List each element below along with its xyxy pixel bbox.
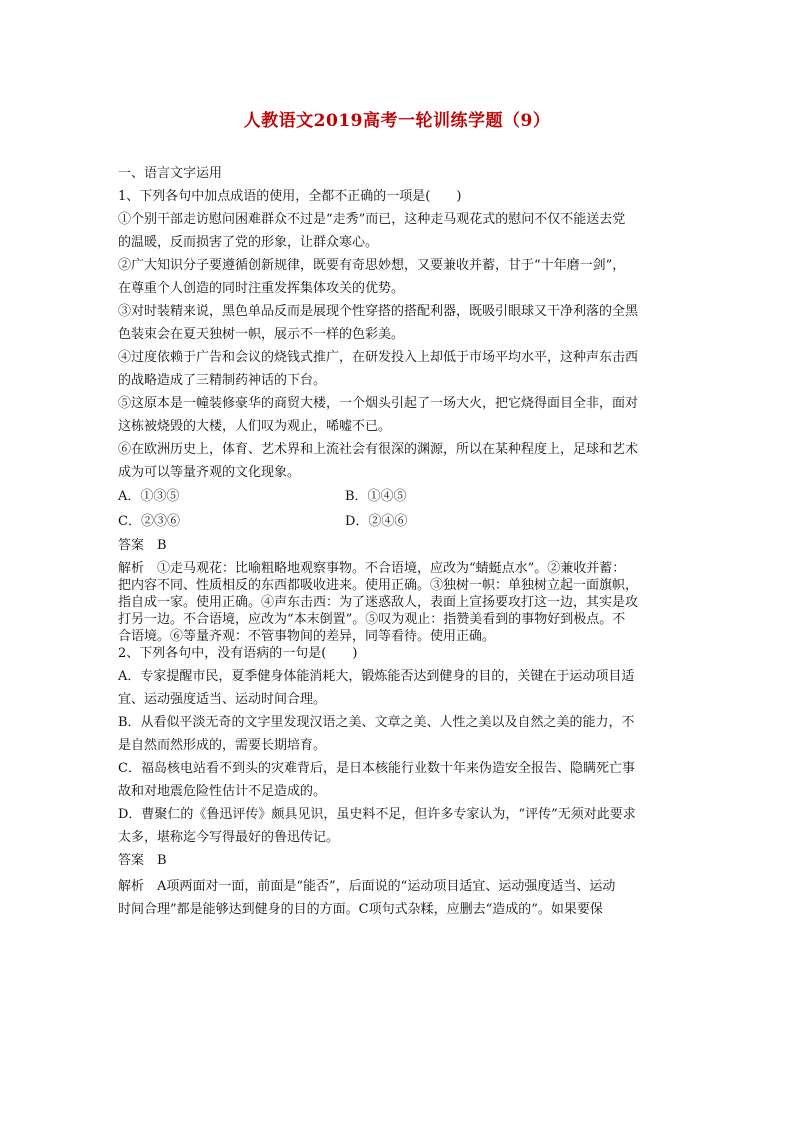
analysis-line: 合语境。⑥等量齐观：不管事物间的差异，同等看待。使用正确。 bbox=[118, 629, 496, 644]
analysis-line: 解析 ①走马观花：比喻粗略地观察事物。不合语境，应改为“蜻蜓点水”。②兼收并蓄： bbox=[118, 561, 626, 576]
question-1-answer: 答案 B bbox=[118, 538, 167, 553]
text-line: 故和对地震危险性估计不足造成的。 bbox=[118, 784, 327, 799]
text-line: ⑤这原本是一幢装修豪华的商贸大楼，一个烟头引起了一场大火，把它烧得面目全非，面对 bbox=[118, 396, 639, 411]
text-line: 宜、运动强度适当、运动时间合理。 bbox=[118, 692, 327, 707]
text-line: A．专家提醒市民，夏季健身体能消耗大，锻炼能否达到健身的目的，关键在于运动项目适 bbox=[118, 669, 635, 684]
question-1-stem: 1、下列各句中加点成语的使用，全都不正确的一项是( ) bbox=[118, 189, 462, 204]
question-1-sentences bbox=[118, 208, 678, 484]
text-line: 是自然而然形成的，需要长期培育。 bbox=[118, 738, 327, 753]
question-1-options-row-2 bbox=[118, 509, 678, 534]
option-c: C．②③⑥ bbox=[118, 514, 180, 529]
text-line: ②广大知识分子要遵循创新规律，既要有奇思妙想，又要兼收并蓄，甘于“十年磨一剑”， bbox=[118, 258, 626, 273]
question-2-analysis bbox=[118, 875, 678, 921]
option-a: A．①③⑤ bbox=[118, 489, 180, 504]
section-heading: 一、语言文字运用 bbox=[118, 166, 223, 181]
analysis-line: 打另一边。不合语境，应改为“本末倒置”。⑤叹为观止：指赞美看到的事物好到极点。不 bbox=[118, 612, 626, 627]
text-line: 成为可以等量齐观的文化现象。 bbox=[118, 465, 301, 480]
text-line: 这栋被烧毁的大楼，人们叹为观止，唏嘘不已。 bbox=[118, 419, 392, 434]
question-1-options-row-1 bbox=[118, 484, 678, 509]
question-2-stem: 2、下列各句中，没有语病的一句是( ) bbox=[118, 646, 358, 661]
text-line: D．曹聚仁的《鲁迅评传》颇具见识，虽史料不足，但许多专家认为，“评传”无须对此要求 bbox=[118, 807, 636, 822]
text-line: ⑥在欧洲历史上，体育、艺术界和上流社会有很深的渊源，所以在某种程度上，足球和艺术 bbox=[118, 442, 639, 457]
document-title: 人教语文2019高考一轮训练学题（9） bbox=[243, 111, 551, 131]
document-body bbox=[118, 162, 678, 921]
text-line: 的温暖，反而损害了党的形象，让群众寒心。 bbox=[118, 235, 379, 250]
text-line: B．从看似平淡无奇的文字里发现汉语之美、文章之美、人性之美以及自然之美的能力，不 bbox=[118, 715, 635, 730]
text-line: ③对时装精来说，黑色单品反而是展现个性穿搭的搭配利器，既吸引眼球又干净利落的全黑 bbox=[118, 304, 639, 319]
text-line: 的战略造成了三精制药神话的下台。 bbox=[118, 373, 327, 388]
question-2-answer: 答案 B bbox=[118, 853, 167, 868]
analysis-line: 指自成一家。使用正确。④声东击西：为了迷惑敌人，表面上宣扬要攻打这一边，其实是攻 bbox=[118, 595, 639, 610]
analysis-line: 把内容不同、性质相反的东西都吸收进来。使用正确。③独树一帜：单独树立起一面旗帜， bbox=[118, 578, 639, 593]
text-line: 在尊重个人创造的同时注重发挥集体攻关的优势。 bbox=[118, 281, 405, 296]
option-d: D．②④⑥ bbox=[345, 514, 408, 529]
text-line: ④过度依赖于广告和会议的烧钱式推广，在研发投入上却低于市场平均水平，这种声东击西 bbox=[118, 350, 639, 365]
option-b: B．①④⑤ bbox=[345, 489, 407, 504]
question-1-analysis bbox=[118, 560, 678, 645]
question-2-options bbox=[118, 665, 678, 849]
text-line: C．福岛核电站看不到头的灾难背后，是日本核能行业数十年来伪造安全报告、隐瞒死亡事 bbox=[118, 761, 635, 776]
text-line: 色装束会在夏天独树一帜，展示不一样的色彩美。 bbox=[118, 327, 405, 342]
analysis-line: 时间合理”都是能够达到健身的目的方面。C项句式杂糅，应删去“造成的”。如果要保 bbox=[118, 902, 603, 917]
text-line: 太多，堪称迄今写得最好的鲁迅传记。 bbox=[118, 830, 340, 845]
analysis-line: 解析 A项两面对一面，前面是“能否”，后面说的“运动项目适宜、运动强度适当、运动 bbox=[118, 879, 616, 894]
text-line: ①个别干部走访慰问困难群众不过是“走秀”而已，这种走马观花式的慰问不仅不能送去党 bbox=[118, 212, 626, 227]
